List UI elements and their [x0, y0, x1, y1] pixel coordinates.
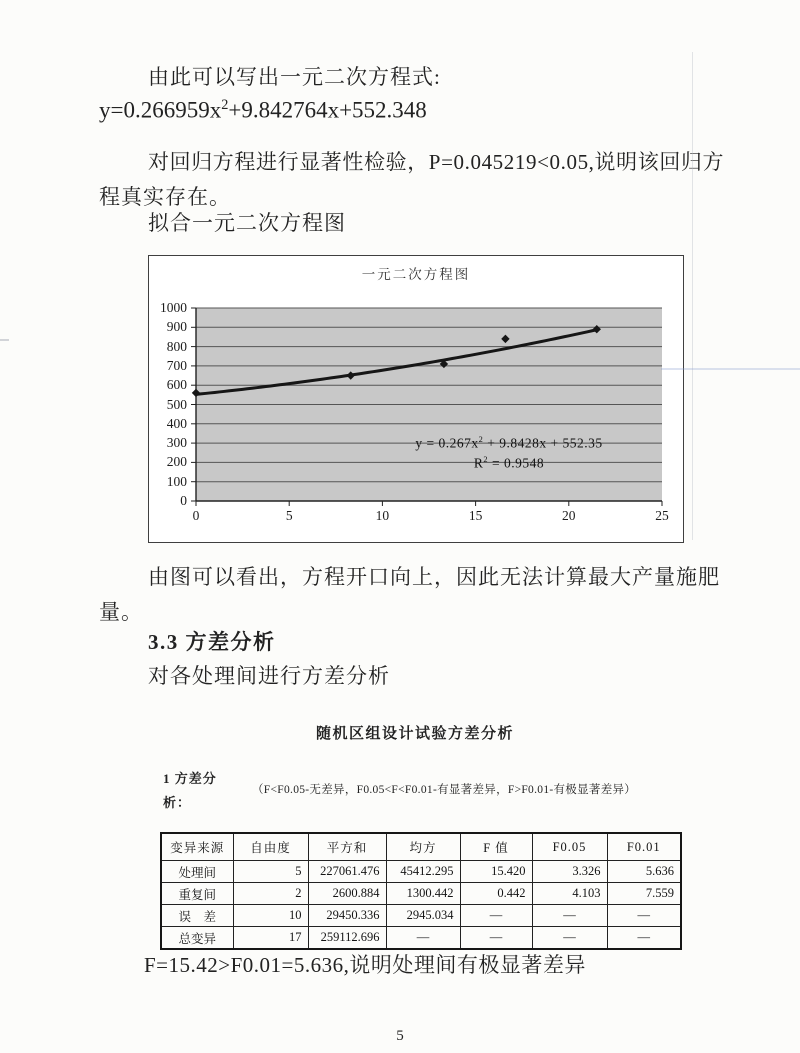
- table-cell: 45412.295: [386, 861, 460, 883]
- paragraph-conclusion-line1: 由图可以看出，方程开口向上，因此无法计算最大产量施肥: [148, 565, 720, 589]
- annotation-text: + 9.8428x + 552.35: [483, 435, 603, 451]
- chart-title: 一元二次方程图: [361, 267, 471, 282]
- chart: [148, 255, 684, 543]
- x-tick-label: 0: [192, 508, 200, 523]
- x-tick-label: 15: [468, 508, 483, 523]
- table-header-cell: F0.01: [607, 833, 681, 861]
- annotation-superscript: 2: [478, 435, 484, 444]
- table-cell: 1300.442: [386, 883, 460, 905]
- equation-base: y=0.266959x: [99, 97, 222, 123]
- table-cell: 3.326: [532, 861, 607, 883]
- paragraph-significance-line2: 程真实存在。: [99, 185, 231, 209]
- equation-rest: +9.842764x+552.348: [228, 97, 427, 123]
- x-tick-label: 20: [562, 508, 576, 523]
- anova-label: [163, 767, 217, 815]
- table-header-cell: F 值: [460, 833, 532, 861]
- table-row: [161, 861, 681, 883]
- table-cell: —: [607, 927, 681, 950]
- y-tick-label: 1000: [160, 300, 187, 315]
- scan-artifact-left-mark: [0, 339, 9, 341]
- paragraph-significance-line1: 对回归方程进行显著性检验，P=0.045219<0.05,说明该回归方: [148, 150, 725, 174]
- paragraph-fit-caption: 拟合一元二次方程图: [148, 211, 346, 235]
- table-header-cell: 均方: [386, 833, 460, 861]
- table-cell: 15.420: [460, 861, 532, 883]
- table-cell: 29450.336: [308, 905, 386, 927]
- r-squared-line: [415, 452, 602, 472]
- y-tick-label: 700: [166, 357, 187, 373]
- x-tick-label: 10: [375, 508, 390, 523]
- table-cell: 10: [233, 905, 308, 927]
- anova-label-line2: 析：: [163, 795, 192, 810]
- page-number: 5: [396, 1028, 404, 1044]
- table-cell: 5: [233, 861, 308, 883]
- annotation-text: R: [473, 455, 484, 470]
- anova-note: （F<F0.05-无差异，F0.05<F<F0.01-有显著差异，F>F0.01-有极显著差异）: [252, 784, 637, 796]
- y-tick-label: 400: [166, 415, 187, 431]
- y-tick-label: 900: [166, 319, 187, 335]
- annotation-text: = 0.9548: [488, 455, 545, 470]
- paragraph-anova-intro: 对各处理间进行方差分析: [148, 664, 390, 688]
- y-tick-label: 100: [166, 473, 187, 489]
- y-tick-label: 300: [166, 435, 187, 451]
- f-test-conclusion: F=15.42>F0.01=5.636,说明处理间有极显著差异: [144, 953, 586, 977]
- y-tick-label: 500: [166, 396, 187, 412]
- table-cell: 误 差: [161, 905, 233, 927]
- table-cell: 259112.696: [308, 927, 386, 950]
- table-header-cell: 变异来源: [161, 833, 233, 861]
- table-cell: —: [386, 927, 460, 950]
- table-header-row: [161, 833, 681, 861]
- table-header-cell: F0.05: [532, 833, 607, 861]
- annotation-text: y = 0.267x: [415, 435, 479, 451]
- table-cell: 2600.884: [308, 883, 386, 905]
- table-cell: 处理间: [161, 861, 233, 883]
- table-header-cell: 平方和: [308, 833, 386, 861]
- table-cell: 227061.476: [308, 861, 386, 883]
- table-cell: 5.636: [607, 861, 681, 883]
- y-tick-label: 600: [166, 377, 187, 393]
- equation-line: [99, 97, 427, 124]
- table-cell: 4.103: [532, 883, 607, 905]
- table-cell: 2945.034: [386, 905, 460, 927]
- scan-artifact-vertical-line: [692, 52, 693, 540]
- paragraph-intro: 由此可以写出一元二次方程式:: [148, 65, 441, 89]
- table-cell: —: [460, 905, 532, 927]
- table-cell: 7.559: [607, 883, 681, 905]
- plot-svg: [190, 307, 669, 513]
- table-row: [161, 883, 681, 905]
- anova-table-title: 随机区组设计试验方差分析: [315, 726, 514, 742]
- table-cell: —: [532, 905, 607, 927]
- table-cell: —: [460, 927, 532, 950]
- table-cell: 总变异: [161, 927, 233, 950]
- equation-superscript: 2: [221, 97, 229, 113]
- scan-artifact-horizontal-line: [661, 368, 800, 370]
- table-cell: —: [532, 927, 607, 950]
- y-tick-label: 800: [166, 338, 187, 354]
- trendline-equation-annotation: [415, 432, 602, 471]
- annotation-superscript: 2: [483, 454, 489, 464]
- y-tick-label: 0: [180, 493, 187, 508]
- table-header-cell: 自由度: [233, 833, 308, 861]
- table-cell: 2: [233, 883, 308, 905]
- x-tick-label: 25: [655, 508, 669, 523]
- table-row: [161, 905, 681, 927]
- anova-label-line1: 1 方差分: [163, 771, 217, 786]
- paragraph-conclusion-line2: 量。: [99, 600, 143, 624]
- y-tick-label: 200: [166, 454, 187, 470]
- table-cell: 17: [233, 927, 308, 950]
- table-cell: 0.442: [460, 883, 532, 905]
- trendline-equation-line: [415, 432, 602, 452]
- x-tick-label: 5: [285, 508, 293, 523]
- section-heading: 3.3 方差分析: [148, 630, 276, 654]
- table-cell: —: [607, 905, 681, 927]
- table-row: [161, 927, 681, 950]
- anova-table: [160, 832, 682, 950]
- table-cell: 重复间: [161, 883, 233, 905]
